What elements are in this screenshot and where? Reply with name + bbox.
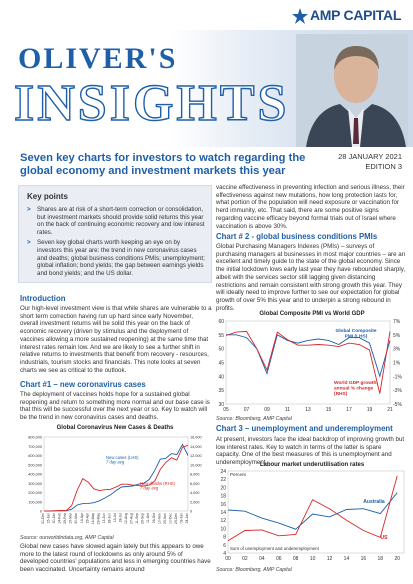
chart3-annotation: Sum of unemployment and underemployment xyxy=(230,546,319,551)
chart1-heading: Chart #1 – new coronavirus cases xyxy=(20,380,146,389)
chart1-left-tick-label: 300,000 xyxy=(28,481,42,486)
key-point-text: Seven key global charts worth keeping an eye on by investors this year are: the trend in new coronavirus cases and deaths; global business conditions PMIs; unemployment; global inflation; bond yields; the gap between earnings yields and bond yields; and the US dollar. xyxy=(37,239,205,277)
chart3-label-australia: Australia xyxy=(363,499,385,505)
intro-paragraph: Our high-level investment view is that while shares are vulnerable to a short term correction having run up hard since early November, overall investment returns will be solid this year on the back of economic recovery (driven by stimulus and the deployment of vaccines allowing a more sustained reopening) at the same time that interest rates remain low. And we are likely to see a further shift in relative returns to investments that benefit from recovery - resources, industrials, tourism stocks and financials. This note looks at seven charts we see as critical to the outlook. xyxy=(20,305,212,374)
star-logo-icon xyxy=(292,8,308,24)
chart1-left-tick-label: 100,000 xyxy=(28,500,42,505)
chart1-left-tick-label: 200,000 xyxy=(28,491,42,495)
vaccine-paragraph: vaccine effectiveness in preventing infection and serious illness, their effectiveness against new mutations, how long protection lasts for, what portion of the population will need exposure or vaccination for herd immunity, etc. That said, there are some positive signs regarding vaccine efficacy beyond formal trials out of Israel where vaccination is above 30%. xyxy=(216,184,405,230)
chart2-x-tick-label: 13 xyxy=(305,407,311,413)
chart3-container xyxy=(214,462,410,565)
chart3-x-tick-label: 12 xyxy=(326,556,333,562)
key-point-text: Shares are at risk of a short-term correction or consolidation, but investment markets should provide solid returns this year on the back of continuing economic recovery and low interest rates. xyxy=(37,206,205,236)
chart1-x-tick-label: 27-Aug xyxy=(129,513,134,524)
chart1-right-tick-label: 2,000 xyxy=(190,500,200,505)
chart2-paragraph: Global Purchasing Managers Indexes (PMIs) – surveys of purchasing managers at businesses in most major countries – are an excellent and timely guide to the state of the global economy. Since the initial lockdown lows early last year they have rebounded sharply, albeit with the services sector still lagging given distancing restrictions and remain consistent with strong growth this year. They will ideally need to improve further to see our expectation for global growth of over 5% this year and to underpin a strong rebound in profits. xyxy=(216,243,406,312)
chart3-paragraph: At present, investors face the ideal backdrop of improving growth but low interest rates. Key to watch in terms of the latter is spare capacity. One of the best measures of this is unemployment and underemployment. xyxy=(216,436,405,467)
chart3-source: Source: Bloomberg, AMP Capital xyxy=(216,567,292,573)
chart1-x-tick-label: 26-Sep xyxy=(140,513,145,524)
chart3-svg xyxy=(214,469,410,565)
chart2-left-tick-label: 55 xyxy=(218,332,224,339)
chart2-x-tick-label: 09 xyxy=(264,407,270,413)
bottom-paragraph: Global new cases have slowed again lately but this appears to owe more to the latest round of lockdowns as only around 5% of developed countries' populations and less in emerging countries have been vaccinated. Uncertainty remains around xyxy=(20,543,211,574)
chart3-label-us: US xyxy=(380,535,388,541)
bullet-arrow-icon: > xyxy=(27,206,31,213)
chart3-heading: Chart 3 – unemployment and underemployment xyxy=(216,424,393,433)
chart2-right-tick-label: 1% xyxy=(393,360,401,367)
chart3-x-tick-label: 08 xyxy=(292,556,299,562)
chart1-paragraph: The deployment of vaccines holds hope for a sustained global reopening and return to something more normal and our base case is that this will be successful over the next year or so. Key to watch will be the trend in new coronavirus cases and deaths. xyxy=(20,391,210,422)
chart1-x-tick-label: 28-Jul xyxy=(118,513,123,523)
chart1-title: Global Coronavirus New Cases & Deaths xyxy=(56,425,174,431)
chart3-y-tick-label: 4 xyxy=(223,551,226,557)
chart1-left-tick-label: 500,000 xyxy=(28,463,42,468)
chart2-right-tick-label: -5% xyxy=(393,402,402,408)
chart1-x-tick-label: 30-Mar xyxy=(74,513,79,524)
author-portrait xyxy=(296,34,408,147)
chart1-x-tick-label: 10-Nov xyxy=(157,513,162,524)
chart3-y-tick-label: 24 xyxy=(220,469,226,475)
chart3-plot-frame xyxy=(228,471,404,553)
chart3-x-tick-label: 14 xyxy=(343,556,350,562)
chart1-legend-deaths: New deaths (RHS) 7 day avg xyxy=(140,481,175,491)
chart3-x-tick-label: 16 xyxy=(360,556,367,562)
chart2-svg xyxy=(214,318,410,415)
chart1-x-tick-label: 31-Dec xyxy=(41,513,45,524)
chart2-x-tick-label: 17 xyxy=(346,407,352,413)
chart2-right-tick-label: 3% xyxy=(393,346,401,353)
bullet-arrow-icon: > xyxy=(27,239,31,247)
chart3-x-tick-label: 10 xyxy=(309,556,316,562)
chart1-x-tick-label: 15-Mar xyxy=(68,513,73,524)
chart1-x-tick-label: 15-Jan xyxy=(46,513,51,524)
chart1-x-tick-label: 13-Jul xyxy=(113,513,117,523)
chart1-right-tick-label: 4,000 xyxy=(190,491,200,495)
chart2-left-tick-label: 35 xyxy=(218,388,224,395)
chart2-left-tick-label: 40 xyxy=(218,374,224,381)
chart3-y-tick-label: 22 xyxy=(220,477,226,484)
chart1-x-tick-label: 26-Oct xyxy=(151,513,156,524)
chart3-x-tick-label: 02 xyxy=(242,556,248,562)
chart3-y-tick-label: 10 xyxy=(220,526,226,533)
chart2-legend-pmi: Global Composite PMI (LHS) xyxy=(335,329,377,340)
chart1-left-tick-label: 400,000 xyxy=(28,472,42,477)
chart3-y-tick-label: 18 xyxy=(220,493,226,500)
chart1-legend-cases: New cases (LHS) 7 day avg xyxy=(106,455,139,465)
chart3-title: Labour market underutilisation rates xyxy=(259,462,365,468)
chart2-right-tick-label: 7% xyxy=(393,319,401,325)
chart1-x-tick-label: 14-Feb xyxy=(57,513,62,524)
header-banner xyxy=(0,30,413,147)
chart1-x-tick-label: 29-Apr xyxy=(85,513,90,524)
chart1-right-tick-label: 0 xyxy=(190,509,193,514)
header-title-line2: INSIGHTS xyxy=(14,75,290,132)
chart1-x-tick-label: 12-Aug xyxy=(124,513,129,524)
chart2-heading: Chart # 2 - global business conditions PMIs xyxy=(216,232,378,241)
chart1-x-tick-label: 30-Jan xyxy=(52,513,57,524)
header-title-line1: OLIVER'S xyxy=(18,42,178,75)
chart1-x-tick-label: 14-May xyxy=(90,513,95,525)
logo-text: AMP CAPITAL xyxy=(310,7,402,23)
chart1-left-tick-label: 0 xyxy=(39,509,42,514)
chart2-x-tick-label: 15 xyxy=(325,407,332,413)
intro-heading: Introduction xyxy=(20,294,66,303)
chart1-x-tick-label: 29-Feb xyxy=(63,513,68,524)
chart2-source: Source: Bloomberg, AMP Capital xyxy=(216,416,292,422)
chart3-y-tick-label: 20 xyxy=(220,485,226,492)
chart2-left-tick-label: 30 xyxy=(218,402,224,408)
key-points-list xyxy=(23,206,205,280)
chart1-x-tick-label: 28-Jun xyxy=(107,513,112,524)
chart2-container xyxy=(214,311,410,415)
chart1-svg xyxy=(18,433,212,533)
chart3-y-tick-label: 6 xyxy=(223,542,226,549)
chart1-x-tick-label: 11-Oct xyxy=(146,513,151,523)
chart2-left-tick-label: 60 xyxy=(218,319,224,325)
chart1-x-tick-label: 10-Dec xyxy=(168,513,173,524)
chart1-x-tick-label: 09-Jan xyxy=(179,513,184,524)
chart2-x-tick-label: 05 xyxy=(223,407,229,413)
key-point-item xyxy=(23,206,205,236)
chart1-right-tick-label: 16,000 xyxy=(190,435,202,440)
chart1-x-tick-label: 14-Apr xyxy=(79,513,84,524)
chart1-x-tick-label: 25-Nov xyxy=(162,513,167,524)
chart2-left-tick-label: 45 xyxy=(218,360,224,367)
chart1-right-tick-label: 6,000 xyxy=(190,481,200,486)
chart2-title: Global Composite PMI vs World GDP xyxy=(259,311,365,317)
chart1-right-tick-label: 8,000 xyxy=(190,472,200,477)
edition-number: EDITION 3 xyxy=(365,162,402,171)
chart3-y-tick-label: 16 xyxy=(220,501,226,508)
chart2-right-tick-label: -1% xyxy=(393,374,402,381)
chart3-x-tick-label: 04 xyxy=(259,556,265,562)
chart2-x-tick-label: 11 xyxy=(284,407,291,413)
chart2-right-tick-label: 5% xyxy=(393,332,401,339)
chart1-left-tick-label: 700,000 xyxy=(28,444,42,449)
key-points-box xyxy=(18,185,212,283)
chart1-source: Source: ourworldindata.org, AMP Capital xyxy=(20,535,114,541)
chart3-x-tick-label: 06 xyxy=(275,556,282,562)
chart1-x-tick-label: 13-Jun xyxy=(101,513,106,524)
chart3-y-tick-label: 14 xyxy=(220,510,226,516)
key-points-title: Key points xyxy=(27,192,68,201)
chart2-series-line xyxy=(226,335,390,377)
chart3-x-tick-label: 00 xyxy=(225,556,231,562)
chart1-right-tick-label: 14,000 xyxy=(190,444,202,449)
edition-info xyxy=(310,152,402,172)
amp-capital-logo xyxy=(292,6,408,28)
chart1-x-tick-label: 25-Dec xyxy=(173,513,178,524)
chart2-x-tick-label: 19 xyxy=(366,407,373,413)
chart3-y-tick-label: 12 xyxy=(220,518,226,525)
publication-date: 28 JANUARY 2021 xyxy=(338,152,402,161)
chart3-ylabel: Percent xyxy=(230,472,246,477)
chart1-plot-frame xyxy=(44,437,188,511)
chart3-x-tick-label: 18 xyxy=(377,556,384,562)
chart1-left-tick-label: 600,000 xyxy=(28,454,42,458)
chart1-x-tick-label: 11-Sep xyxy=(135,513,140,524)
chart1-x-tick-label: 24-Jan xyxy=(185,513,189,524)
chart2-x-tick-label: 07 xyxy=(243,407,250,413)
chart1-right-tick-label: 10,000 xyxy=(190,463,202,468)
page-headline: Seven key charts for investors to watch regarding the global economy and investment markets this year xyxy=(20,152,306,177)
chart2-right-tick-label: -3% xyxy=(393,388,402,395)
key-point-item xyxy=(23,239,205,277)
chart1-container xyxy=(18,425,212,533)
chart1-x-tick-label: 29-May xyxy=(96,513,101,525)
chart1-right-tick-label: 12,000 xyxy=(190,454,202,458)
chart2-left-tick-label: 50 xyxy=(218,346,224,353)
chart1-left-tick-label: 800,000 xyxy=(28,435,42,440)
chart2-x-tick-label: 21 xyxy=(387,407,393,413)
chart3-x-tick-label: 20 xyxy=(394,556,401,562)
chart3-series-line xyxy=(228,476,397,541)
chart2-legend-gdp: World GDP growth, annual % change (RHS) xyxy=(334,381,378,397)
chart3-y-tick-label: 8 xyxy=(223,534,226,541)
